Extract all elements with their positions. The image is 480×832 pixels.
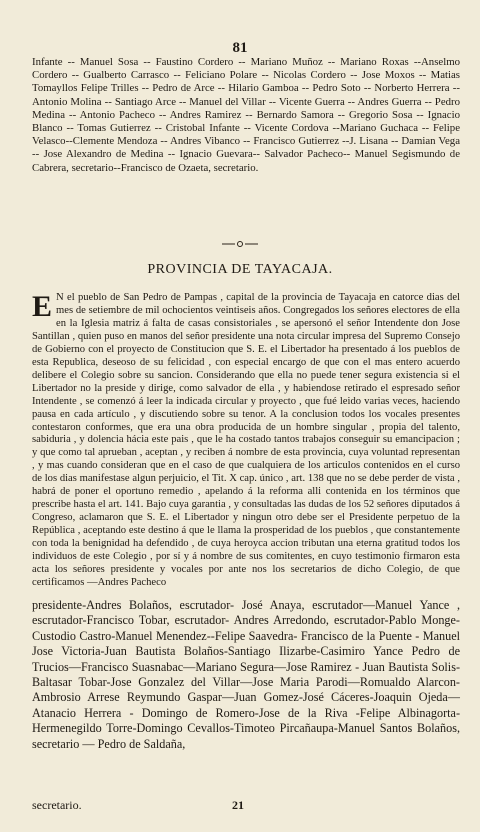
- act-paragraph-text: N el pueblo de San Pedro de Pampas , capital de la provincia de Tayacaja en catorce dias del mes de setiembre de mil ochocientos veintiseis años. Congregados los señores electores de ella en la Iglesia matriz á falta de casas consistoriales , se apersonó el señor Intendente don Jose Santillan , quien puso en manos del señor presidente una nota circular impresa del Supremo Consejo de Gobierno con el proyecto de Constitucion que S. E. el Libertador ha presentado á los pueblos de esta Republica, deseoso de su felicidad , con especial encargo de que con el mas entero acuerdo delibere el Colegio sobre su sancion. Considerando que ella no puede tener segura existencia si el Libertador no la preside y dirige, como salvador de ella , y habiendose retirado el espresado señor Intendente , se comenzó á leer la indicada circular y proyecto , que fué leido varias veces, haciendo pausa en cada artículo , y discutiendo sobre su tenor. A la conclusion todos los vocales presentes contestaron conformes, que era una obra producida de un hombre singular , propia del talento, sabiduria , y dolencia hácia este pais , que le ha costado tantos trabajos conseguir su emancipacion ; y que como tal aprueban , aceptan , y reciben á nombre de esta provincia, cuya voluntad representan , y mas cuando consideran que en el caso de que cualquiera de los articulos contenidos en el curso de los dias manifestase algun perjuicio, el Tit. X cap. único , art. 138 que no se debe perder de vista , habrá de poner el oportuno remedio , apelando á la reforma alli contenida en los términos que prescribe hasta el art. 141. Bajo cuya garantia , y consultadas las dudas de los 52 señores diputados á Congreso, aclamaron que S. E. el Libertador y ningun otro debe ser el Presidente perpetuo de la República , aceptando este destino á que le llama la prosperidad de los pueblos , que constantemente con toda la benignidad ha defendido , de cuya heroyca accion tributan una eterna gratitud todos los individuos de este Colegio , por sí y á nombre de sus comitentes, en cuyo testimonio firmaron esta acta los señores presidente y vocales por ante nos los secretarios de dicho Colegio, de que certificamos —Andres Pacheco: [32, 292, 460, 588]
- page-number: 81: [232, 40, 248, 56]
- drop-cap: E: [32, 290, 53, 323]
- sheet-signature-mark: 21: [232, 798, 244, 812]
- signatories-list: [32, 56, 460, 175]
- signatures-text: presidente-Andres Bolaños, escrutador- José Anaya, escrutador—Manuel Yance , escrutador-Francisco Tobar, escrutador- Andres Arredondo, escrutador-Pablo Monge-Custodio Castro-Manuel Menendez--Felipe Saavedra- Francisco de la Puente - Manuel Jose Victoria-Juan Bautista Bolaños-Santiago Ilizarbe-Casimiro Yance Pedro de Trucios—Francisco Suasnabac—Mariano Segura—Jose Ramirez - Juan Bautista Solis-Baltasar Tobar-Jose Gonzalez del Villar—Jose Maria Parodi—Romualdo Alarcon-Ambrosio Arrese Reymundo Gaspar—Juan Gomez-José Cáceres-Joaquin Ojeda—Atanacio Herrera - Domingo de Romero-Jose de la Riva -Felipe Albinagorta-Hermenegildo Torre-Domingo Cevallos-Timoteo Pircañaupa-Manuel Santos Bolaños, secretario — Pedro de Saldaña,: [32, 598, 460, 751]
- signatures-block: [32, 598, 460, 752]
- act-paragraph: [32, 292, 460, 590]
- act-body: [32, 292, 460, 590]
- section-divider-ornament: [222, 239, 258, 249]
- section-heading: PROVINCIA DE TAYACAJA.: [147, 262, 333, 277]
- page-footer: [32, 798, 460, 813]
- footer-text: secretario.: [32, 798, 82, 812]
- signatories-paragraph: Infante -- Manuel Sosa -- Faustino Cordero -- Mariano Muñoz -- Mariano Roxas --Anselmo Cordero -- Gualberto Carrasco -- Feliciano Polare -- Nicolas Cordero -- Jose Moxos -- Matias Tomayllos Felipe Trilles -- Pedro de Arce -- Hilario Gamboa -- Pedro Soto -- Norberto Herrera -- Antonio Molina -- Santiago Arce -- Manuel del Villar -- Vicente Guerra -- Andres Guerra -- Pedro Medina -- Antonio Pacheco -- Andres Ramirez -- Bernardo Samora -- Gregorio Sosa -- Ignacio Blanco -- Tomas Gutierrez -- Cristobal Infante -- Vicente Cordova --Mariano Guchaca -- Felipe Velasco--Clemente Mendoza -- Andres Vibanco -- Francisco Gutierrez --J. Lisana -- Damian Vega -- Jose Alexandro de Medina -- Ignacio Guevara-- Salvador Pacheco-- Manuel Segismundo de Cabrera, secretario--Francisco de Ozaeta, secretario.: [32, 56, 460, 174]
